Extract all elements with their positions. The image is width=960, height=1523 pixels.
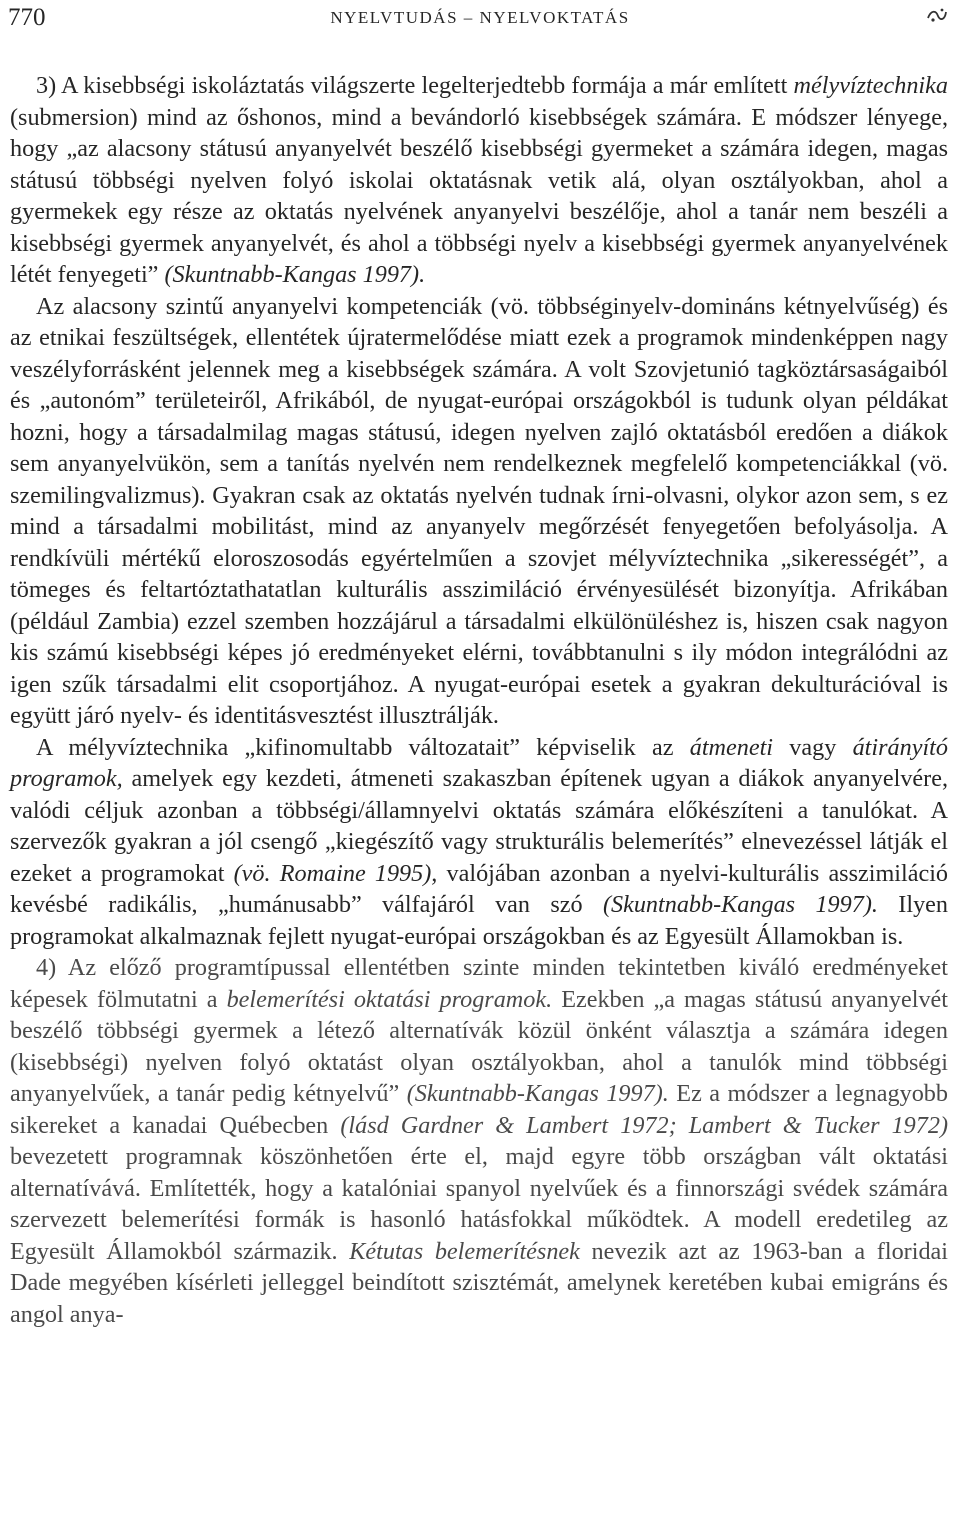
- italic-text: mélyvíztechnika: [793, 72, 948, 99]
- paragraph: [10, 291, 948, 732]
- text-run: Ilyen programokat alkalmaznak fejlett nyugat-európai országokban és az Egyesült Államokban is.: [10, 891, 948, 950]
- text-run: Az alacsony szintű anyanyelvi kompetenciák (vö. többséginyelv-domináns kétnyelvűség) és az etnikai feszültségek, ellentétek újratermelődése miatt ezek a programok mindenképpen nagy veszélyforrásként jelennek meg a kisebbségek számára. A volt Szovjetunió tagköztársaságaiból és „autonóm” területeiről, Afrikából, de nyugat-európai országokból is tudunk olyan példákat hozni, hogy a társadalmilag magas státusú, idegen nyelven zajló oktatásból eredően a diákok sem anyanyelvükön, sem a tanítás nyelvén nem rendelkeznek megfelelő kompetenciákkal (vö. szemilingvalizmus). Gyakran csak az oktatás nyelvén tudnak írni-olvasni, olykor azon sem, s ez mind a társadalmi mobilitást, mind az anyanyelv megőrzését fenyegetően befolyásolja. A rendkívüli mértékű eloroszosodás egyértelműen a szovjet mélyvíztechnika „sikerességét”, a tömeges és feltartóztathatatlan kulturális asszimiláció érvényesülését bizonyítja. Afrikában (például Zambia) ezzel szemben hozzájárul a társadalmi elkülönüléshez is, hiszen csak nagyon kis számú kisebbségi képes jó eredményeket elérni, továbbtanulni s ily módon integrálódni az igen szűk társadalmi elit csoportjához. A nyugat-európai esetek a gyakran dekulturációval is együtt járó nyelv- és identitásvesztést illusztrálják.: [10, 292, 948, 729]
- page-number: 770: [8, 4, 46, 31]
- italic-text: (vö. Romaine 1995),: [233, 859, 438, 887]
- italic-text: átirányító programok,: [10, 733, 948, 792]
- italic-text: (Skuntnabb-Kangas 1997).: [164, 261, 426, 288]
- italic-text: (Skuntnabb-Kangas 1997).: [406, 1080, 669, 1107]
- paragraph: [10, 732, 948, 953]
- text-run: amelyek egy kezdeti, átmeneti szakaszban építenek ugyan a diákok anyanyelvére, valódi céljuk azonban a többségi/államnyelvi oktatás számára előkészíteni a tanulókat. A szervezők gyakran a jól csengő „kiegészítő vagy strukturális belemerítés” elnevezéssel látják el ezeket a programokat: [10, 765, 948, 887]
- body-text: [10, 70, 948, 1330]
- running-title: NYELVTUDÁS – NYELVOKTATÁS: [330, 8, 630, 27]
- paragraph: [10, 952, 948, 1330]
- paragraph: [10, 70, 948, 291]
- text-run: valójában azonban a nyelvi-kulturális asszimiláció kevésbé radikális, „humánusabb” válfajáról van szó: [10, 859, 949, 918]
- text-run: 3) A kisebbségi iskoláztatás világszerte legelterjedtebb formája a már említett: [36, 72, 794, 99]
- italic-text: (Skuntnabb-Kangas 1997).: [602, 891, 878, 918]
- italic-text: átmeneti: [689, 733, 774, 761]
- text-run: nevezik azt az 1963-ban a floridai Dade megyében kísérleti jelleggel beindított szisztémát, amelynek keretében kubai emigráns és angol anya-: [10, 1237, 948, 1328]
- text-run: (submersion) mind az őshonos, mind a bevándorló kisebbségek számára. E módszer lényege, hogy „az alacsony státusú anyanyelvét beszélő kisebbségi gyermeket a számára idegen, magas státusú többségi nyelven folyó iskolai oktatásnak vetik alá, olyan osztályokban, ahol a gyermekek egy része az oktatás nyelvének anyanyelvi beszélője, ahol a tanár nem beszéli a kisebbségi gyermek anyanyelvét, és ahol a többségi nyelv a kisebbségi gyermek anyanyelvének létét fenyegeti”: [10, 103, 948, 288]
- text-run: 4) Az előző programtípussal ellentétben szinte minden tekintetben kiváló eredményeket képesek fölmutatni a: [10, 954, 948, 1013]
- text-run: Ez a módszer a legnagyobb sikereket a kanadai Québecben: [10, 1080, 948, 1139]
- italic-text: Kétutas belemerítésnek: [349, 1237, 580, 1265]
- page-header: [8, 4, 952, 34]
- text-run: vagy: [773, 733, 853, 761]
- text-run: bevezetett programnak köszönhetően érte el, majd egyre több országban vált oktatási alternatívává. Említették, hogy a katalóniai spanyol nyelvűek és a finnországi svédek számára szervezett belemerítési formák is hasonló hatásfokkal működtek. A modell eredetileg az Egyesült Államokból származik.: [10, 1143, 948, 1265]
- text-run: Ezekben „a magas státusú anyanyelvét beszélő többségi gyermek a létező alternatívák közül önként választja a számára idegen (kisebbségi) nyelven folyó oktatást olyan osztályokban, ahol a tanulók mind többségi anyanyelvűek, a tanár pedig kétnyelvű”: [10, 985, 948, 1107]
- text-run: A mélyvíztechnika „kifinomultabb változatait” képviselik az: [36, 733, 690, 761]
- italic-text: belemerítési oktatási programok.: [226, 985, 553, 1013]
- italic-text: (lásd Gardner & Lambert 1972; Lambert & Tucker 1972): [340, 1111, 949, 1139]
- ornament-icon: [926, 6, 948, 24]
